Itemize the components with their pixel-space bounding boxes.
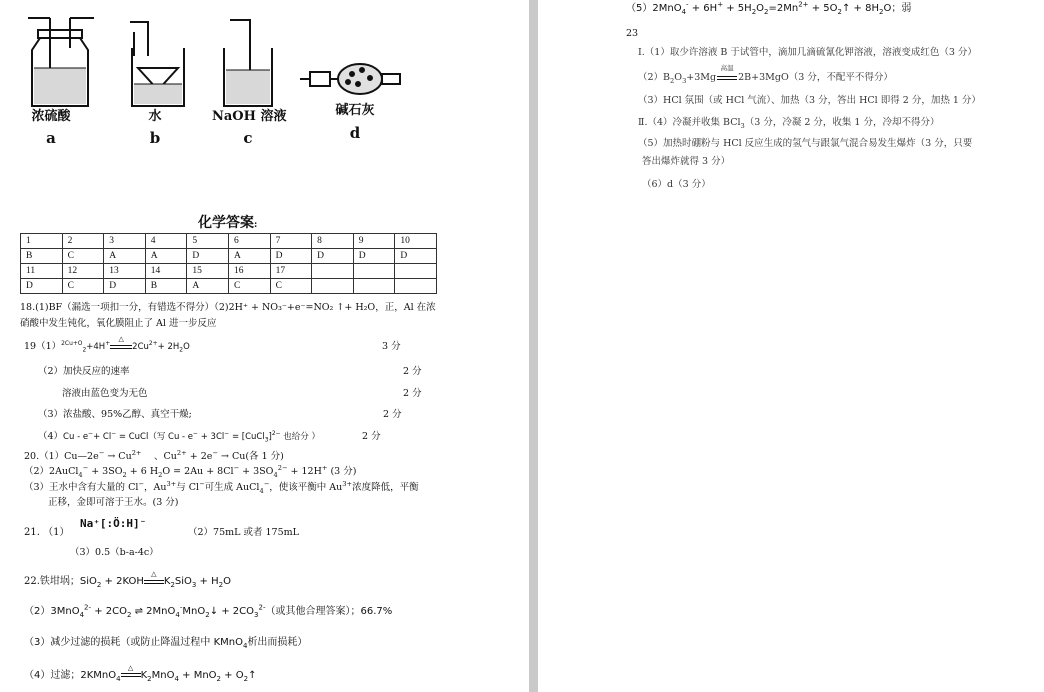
q22-line1: 22.铁坩埚；SiO$_2$ + 2KOH △ $K_2SiO_3 + H_2O$ [24, 570, 231, 589]
heat-equals-sign: △ [121, 671, 141, 681]
formula-segment: + 2CO [91, 606, 127, 617]
formula-segment: 2 [122, 470, 127, 479]
formula-segment: （3）王水中含有大量的 Cl [24, 482, 139, 493]
table-cell: C [62, 249, 104, 264]
formula-segment: + MnO [178, 670, 217, 681]
formula-segment: 2 [126, 611, 132, 619]
table-cell: 8 [312, 234, 354, 249]
formula-segment: （或其他合理答案）；66.7% [265, 606, 393, 617]
formula-segment: ，使该平衡中 Au [269, 482, 343, 493]
formula-segment: 2 [205, 611, 210, 619]
formula-segment: − [199, 479, 205, 488]
formula-segment: + 2H [157, 342, 180, 352]
formula-segment: + 5H [723, 3, 752, 14]
q19-score1: 3 分 [382, 341, 401, 352]
formula-segment: 3 [264, 436, 269, 444]
apparatus-a-label: 浓硫酸 [31, 109, 71, 124]
table-cell: 2 [62, 234, 104, 249]
table-cell: D [21, 279, 63, 294]
formula-segment: 2 [837, 8, 842, 16]
table-cell: D [104, 279, 146, 294]
formula-segment: − [98, 448, 105, 457]
q22-line3: （3）减少过滤的损耗（或防止降温过程中 KMnO$_4$析出而损耗） [24, 637, 308, 650]
formula-segment: +3Mg [686, 72, 717, 83]
formula-segment: K [163, 576, 171, 587]
q21-part2: （2）75mL 或者 175mL [188, 527, 299, 538]
formula-segment: 3 [191, 581, 197, 589]
formula-segment: − [138, 479, 144, 488]
formula-segment: − [82, 463, 89, 472]
lewis-structure: Na⁺[:Ö:H]⁻ [80, 517, 147, 530]
apparatus-b-label: 水 [148, 109, 162, 124]
table-cell: 1 [21, 234, 63, 249]
q19-score5: 2 分 [362, 431, 381, 442]
gas-washing-bottle-icon [28, 18, 94, 106]
formula-segment: 2 [179, 346, 184, 354]
apparatus-d-label: 碱石灰 [335, 103, 375, 118]
formula-segment: − [212, 448, 218, 457]
table-cell: 15 [187, 264, 229, 279]
formula-segment: + 6 H [126, 466, 159, 477]
q19-line3: 溶液由蓝色变为无色 [62, 388, 148, 399]
table-cell: 5 [187, 234, 229, 249]
formula-segment: O = 2Au + 8Cl [162, 466, 234, 477]
formula-segment: (3 分) [327, 466, 357, 477]
formula-segment: 2+ [148, 340, 158, 348]
table-cell: B [145, 279, 187, 294]
formula-segment: 2 [82, 346, 87, 354]
table-cell: 9 [353, 234, 395, 249]
q20-line2 [24, 463, 357, 479]
formula-segment: ⇌ 2MnO [131, 606, 176, 617]
heat-equals-sign: △ [110, 342, 132, 352]
formula-segment: 2 [96, 581, 102, 589]
table-cell [353, 264, 395, 279]
mc-answer-table [20, 233, 437, 294]
formula-segment: MnO [151, 670, 175, 681]
table-cell: 14 [145, 264, 187, 279]
q19-score4: 2 分 [383, 409, 402, 420]
apparatus-a-letter: a [46, 129, 56, 147]
formula-segment: O；弱 [883, 3, 912, 14]
apparatus-c-label: NaOH 溶液 [212, 109, 287, 124]
formula-segment: + H [196, 576, 219, 587]
q23-line3: （3）HCl 氛围（或 HCl 气流）、加热（3 分，答出 HCl 即得 2 分，加热 1 分） [638, 95, 981, 106]
q23-line1: Ⅰ.（1）取少许溶液 B 于试管中，滴加几滴硫氰化钾溶液，溶液变成红色（3 分） [638, 47, 977, 58]
high-temp-equals-sign: 高温 [717, 73, 737, 83]
formula-segment: + 5O [808, 3, 838, 14]
formula-segment: +4H [86, 342, 106, 352]
q21-prefix: 21. （1） [24, 527, 70, 538]
formula-segment: + [105, 340, 111, 348]
table-cell: 4 [145, 234, 187, 249]
q20-line3 [24, 479, 419, 495]
formula-segment: 4 [175, 611, 180, 619]
q19-line1: $19(1)^{2Cu+O}_2+4H^+$ △ $2Cu^{2+}+ 2H_2O$ [24, 335, 190, 354]
formula-segment: = [CuCl [229, 432, 265, 442]
formula-segment: + 3SO [239, 466, 274, 477]
formula-segment: 2+ [131, 448, 142, 457]
drying-tube-icon [300, 64, 400, 94]
table-cell: D [353, 249, 395, 264]
beaker-funnel-icon [130, 22, 184, 106]
formula-segment: 2 [216, 675, 221, 683]
table-cell: A [145, 249, 187, 264]
formula-segment: MnO [182, 606, 206, 617]
formula-segment: → Cu [104, 451, 132, 462]
formula-segment: （2）3MnO [24, 606, 80, 617]
formula-segment: 4 [174, 675, 179, 683]
formula-segment: − [224, 430, 230, 438]
formula-segment: 2- [258, 603, 266, 612]
table-cell: D [395, 249, 437, 264]
table-row [21, 264, 437, 279]
q19-score3: 2 分 [403, 388, 422, 399]
q23-line6: （6）d（3 分） [642, 179, 711, 190]
formula-segment: 4 [116, 675, 121, 683]
table-cell: C [62, 279, 104, 294]
formula-segment: 4 [78, 470, 83, 479]
table-cell: 17 [270, 264, 312, 279]
formula-segment: （3 分，冷凝 2 分，收集 1 分，冷却不得分） [744, 117, 940, 128]
formula-segment: 2 [751, 8, 757, 16]
formula-segment: 4 [259, 486, 264, 495]
formula-segment: 也给分 ） [280, 432, 320, 442]
q21-part3: （3）0.5（b-a-4c） [70, 547, 159, 558]
formula-segment: ] [268, 432, 272, 442]
q22-line2 [24, 603, 393, 619]
formula-segment: 2Cu [132, 342, 149, 352]
formula-segment: 2 [170, 581, 175, 589]
formula-segment: + 2e [186, 451, 213, 462]
table-cell [312, 264, 354, 279]
q19-line4: （3）浓盐酸、95%乙醇、真空干燥; [38, 409, 192, 420]
formula-segment: 2 [218, 581, 224, 589]
formula-segment: 2 [764, 8, 769, 16]
formula-segment: 2 [670, 76, 675, 85]
formula-segment: + 12H [287, 466, 322, 477]
heat-equals-sign: △ [144, 577, 164, 587]
formula-segment: 2 [879, 8, 884, 16]
table-cell: A [104, 249, 146, 264]
table-cell: A [187, 279, 229, 294]
q18-line2: 硝酸中发生钝化，氧化膜阻止了 Al 进一步反应 [20, 318, 217, 329]
formula-segment: + 2KOH [101, 576, 144, 587]
table-cell [353, 279, 395, 294]
q23-number: 23 [626, 28, 639, 39]
formula-segment: （5）2MnO [626, 3, 682, 14]
table-cell: D [312, 249, 354, 264]
formula-segment: （2）2AuCl [24, 466, 79, 477]
table-cell: 6 [228, 234, 270, 249]
formula-segment: → Cu(各 1 分) [217, 451, 284, 462]
formula-segment: 3+ [166, 479, 177, 488]
table-cell [395, 264, 437, 279]
table-cell: C [270, 279, 312, 294]
formula-segment: = CuCl（写 Cu - e [116, 432, 194, 442]
formula-segment: O [223, 576, 231, 587]
beaker-tube-icon [224, 20, 272, 106]
formula-segment: 2+ [798, 0, 809, 9]
formula-segment: 2KMnO [80, 670, 117, 681]
formula-segment: SiO [174, 576, 192, 587]
apparatus-d-letter: d [349, 124, 361, 142]
q18-line1: 18.(1)BF（漏选一项扣一分，有错选不得分）（2)2H⁺ + NO₃⁻+e⁻=NO₂ ↑+ H₂O，正，Al 在浓 [20, 302, 436, 313]
formula-segment: 2Cu+O [61, 340, 83, 348]
apparatus-c-letter: c [243, 129, 253, 147]
formula-segment: 2 [158, 470, 163, 479]
q19-line2: （2）加快反应的速率 [38, 366, 130, 377]
formula-segment: 4 [273, 470, 278, 479]
q19-line5: （4）Cu - e−+ Cl− = CuCl（写 Cu - e− + 3Cl− = [CuCl$_3$]$^{2-}$ 也给分 ） [38, 430, 320, 444]
formula-segment: − [263, 479, 270, 488]
formula-segment: − [193, 430, 199, 438]
table-cell: B [21, 249, 63, 264]
formula-segment: 4 [681, 8, 687, 16]
formula-segment: SiO [79, 576, 97, 587]
table-row [21, 234, 437, 249]
q22-5-line [626, 0, 912, 16]
formula-segment: 3+ [342, 479, 353, 488]
table-cell: 10 [395, 234, 437, 249]
formula-segment: （2）B [638, 72, 671, 83]
table-cell: 12 [62, 264, 104, 279]
q20-line4: 正移，金即可溶于王水。(3 分) [48, 497, 179, 508]
formula-segment: 、Cu [141, 451, 177, 462]
answer-title: 化学答案: [198, 215, 258, 231]
apparatus-figure [10, 8, 430, 118]
formula-segment: + O [221, 670, 244, 681]
table-cell: 3 [104, 234, 146, 249]
formula-segment: − [111, 430, 117, 438]
table-cell: 16 [228, 264, 270, 279]
formula-segment: + Cl [93, 432, 112, 442]
formula-segment: O [674, 72, 683, 83]
formula-segment: + [717, 0, 724, 9]
formula-segment: 浓度降低，平衡 [352, 482, 419, 493]
formula-segment: 3 [682, 76, 687, 85]
formula-segment: 20.（1）Cu—2e [24, 451, 99, 462]
formula-segment: 3 [254, 611, 259, 619]
q22-line4: （4）过滤；2KMnO$_4$ △ $K_2MnO_4 + MnO_2$ + $O_2↑$ [24, 664, 257, 683]
table-row [21, 249, 437, 264]
table-cell: 13 [104, 264, 146, 279]
formula-segment: + 6H [688, 3, 718, 14]
formula-segment: ↑ + 8H [842, 3, 879, 14]
q23-line4 [638, 118, 939, 128]
formula-segment: O [183, 342, 190, 352]
table-cell: D [270, 249, 312, 264]
formula-segment: 2+ [176, 448, 187, 457]
formula-segment: Cu - e [63, 432, 89, 442]
formula-segment: + 3SO [88, 466, 123, 477]
formula-segment: 4 [79, 611, 85, 619]
formula-segment: 与 Cl [176, 482, 200, 493]
formula-segment: O [756, 3, 765, 14]
formula-segment: ↑ [248, 670, 257, 681]
apparatus-b-letter: b [149, 129, 161, 147]
table-cell [312, 279, 354, 294]
table-cell: 7 [270, 234, 312, 249]
q20-line1 [24, 448, 284, 462]
table-cell [395, 279, 437, 294]
formula-segment: - [686, 0, 689, 9]
table-cell: C [228, 279, 270, 294]
formula-segment: − [88, 430, 94, 438]
formula-segment: 2− [271, 430, 281, 438]
table-cell: A [228, 249, 270, 264]
formula-segment: − [233, 463, 240, 472]
right-page [538, 0, 1044, 692]
formula-segment: 2− [277, 463, 288, 472]
formula-segment: K [140, 670, 148, 681]
formula-segment: + [321, 463, 328, 472]
q19-score2: 2 分 [403, 366, 422, 377]
table-row [21, 279, 437, 294]
formula-segment: ↓ + 2CO [209, 606, 255, 617]
q23-line2 [638, 64, 893, 85]
formula-segment: ，Au [143, 482, 167, 493]
q23-line5a: （5）加热时硼粉与 HCl 反应生成的氢气与跟氯气混合易发生爆炸（3 分，只要 [638, 138, 973, 149]
formula-segment: =2Mn [768, 3, 799, 14]
formula-segment: Ⅱ.（4）冷凝并收集 BCl [638, 117, 741, 128]
formula-segment: 可生成 AuCl [204, 482, 260, 493]
formula-segment: 2 [243, 675, 249, 683]
formula-segment: + 3Cl [198, 432, 225, 442]
formula-segment: 2- [84, 603, 92, 612]
table-cell: 11 [21, 264, 63, 279]
formula-segment: 2 [147, 675, 152, 683]
table-cell: D [187, 249, 229, 264]
q23-line5b: 答出爆炸就得 3 分） [642, 156, 731, 167]
formula-segment: - [179, 603, 183, 612]
formula-segment: 3 [740, 121, 745, 130]
formula-segment: 2B+3MgO（3 分，不配平不得分） [738, 72, 893, 83]
